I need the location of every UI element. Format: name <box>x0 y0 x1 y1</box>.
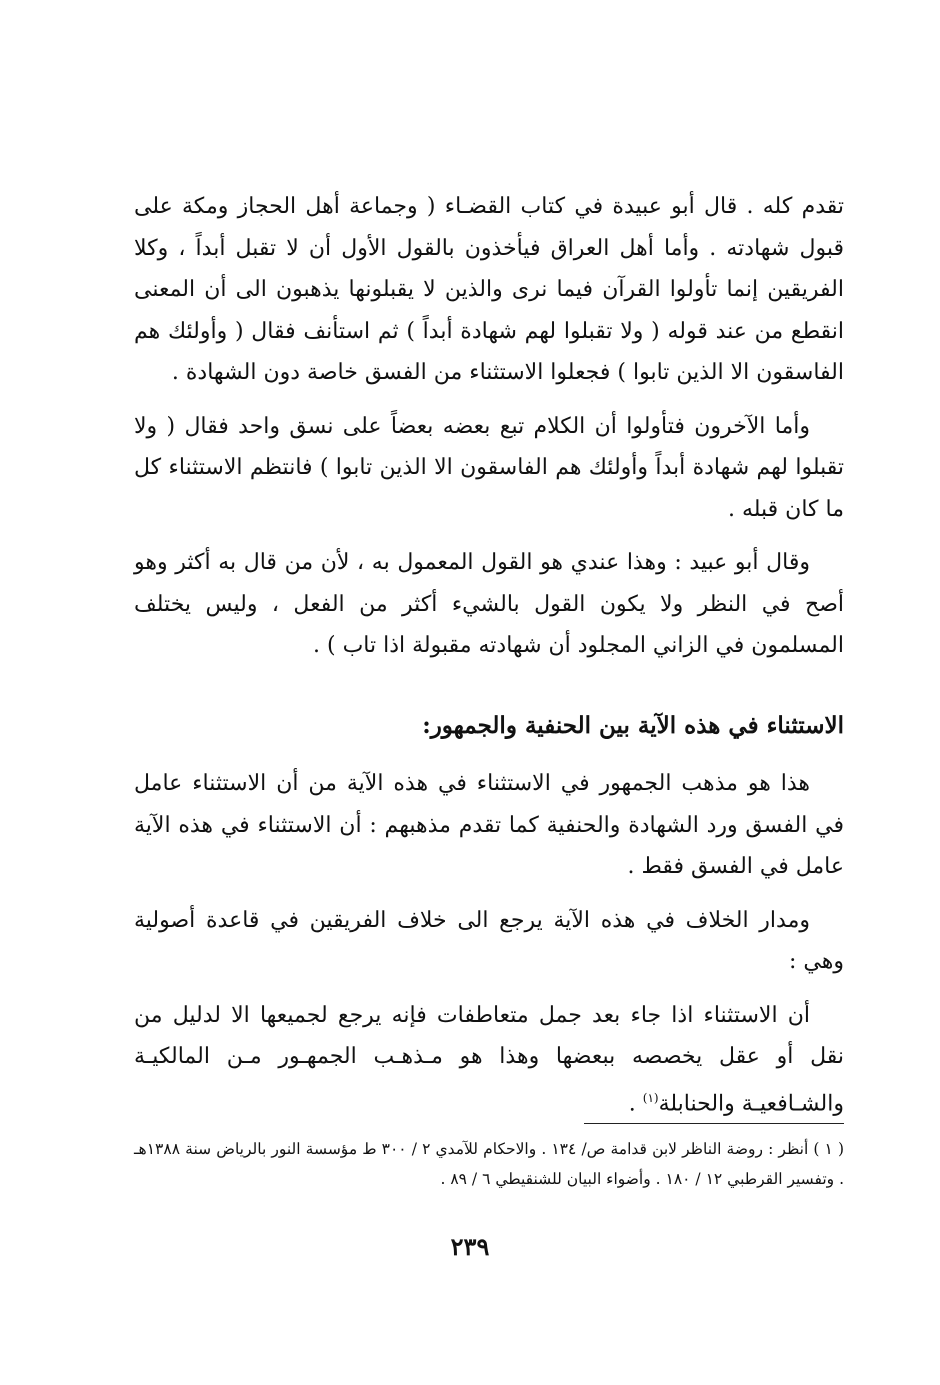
paragraph-2: وأما الآخرون فتأولوا أن الكلام تبع بعضه بعضاً على نسق واحد فقال ( ولا تقبلوا لهم شهادة أبداً وأولئك هم الفاسقون الا الذين تابوا ) فانتظم الاستثناء كل ما كان قبله . <box>134 413 844 522</box>
page-number: ٢٣٩ <box>450 1232 490 1261</box>
text-block-bottom <box>134 763 844 1124</box>
paragraph-5: ومدار الخلاف في هذه الآية يرجع الى خلاف الفريقين في قاعدة أصولية وهي : <box>134 907 844 974</box>
paragraph-4: هذا هو مذهب الجمهور في الاستثناء في هذه الآية من أن الاستثناء عامل في الفسق ورد الشهادة والحنفية كما تقدم مذهبهم : أن الاستثناء في هذه الآية عامل في الفسق فقط . <box>134 771 844 879</box>
paragraph-3: وقال أبو عبيد : وهذا عندي هو القول المعمول به ، لأن من قال به أكثر وهو أصح في النظر ولا يكون القول بالشيء أكثر من الفعل ، وليس يختلف المسلمون في الزاني المجلود أن شهادته مقبولة اذا تاب ) . <box>134 550 844 658</box>
footnote-marker: (١) <box>642 1090 659 1105</box>
section-heading: الاستثناء في هذه الآية بين الحنفية والجمهور: <box>422 712 844 739</box>
paragraph-6-end: . <box>628 1090 643 1116</box>
footnote-divider <box>584 1123 844 1124</box>
footnote: ( ١ ) أنظر : روضة الناظر لابن قدامة ص/ ١٣٤ . والاحكام للآمدي ٢ / ٣٠٠ ط مؤسسة النور بالرياض سنة ١٣٨٨هـ . وتفسير القرطبي ١٢ / ١٨٠ . وأضواء البيان للشنقيطي ٦ / ٨٩ . <box>134 1140 845 1188</box>
paragraph-6 <box>134 995 844 1125</box>
paragraph-1: تقدم كله . قال أبو عبيدة في كتاب القضـاء ( وجماعة أهل الحجاز ومكة على قبول شهادته . وأما أهل العراق فيأخذون بالقول الأول أن لا تقبل أبداً ، وكلا الفريقين إنما تأولوا القرآن فيما نرى والذين لا يقبلونها يذهبون الى أن المعنى انقطع من عند قوله ( ولا تقبلوا لهم شهادة أبداً ) ثم استأنف فقال ( وأولئك هم الفاسقون الا الذين تابوا ) فجعلوا الاستثناء من الفسق خاصة دون الشهادة . <box>134 194 844 385</box>
paragraph-6-text: أن الاستثناء اذا جاء بعد جمل متعاطفات فإنه يرجع لجميعها الا لدليل من نقل أو عقل يخصصه ببعضها وهذا هو مـذهـب الجمهـور مـن المالكيـة والشـافعيـة والحنابلة <box>134 1002 844 1116</box>
text-block-top <box>134 186 844 667</box>
